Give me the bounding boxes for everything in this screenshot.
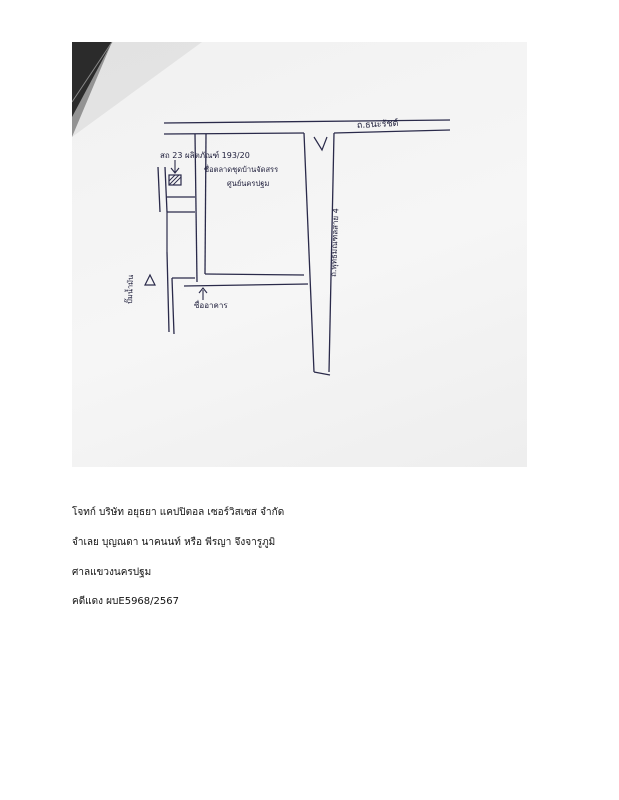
main-road-label: ถ.พุทธมณฑลสาย 4 xyxy=(329,208,341,278)
court-caption: ศาลแขวงนครปฐม xyxy=(72,567,152,578)
triangle-landmark-icon xyxy=(145,275,155,285)
road-junction-mark xyxy=(314,137,327,150)
top-road-label: ถ.ธนะรัชต์ xyxy=(356,118,399,131)
case-number-caption: คดีแดง ผบE5968/2567 xyxy=(72,596,179,607)
hand-drawn-map xyxy=(72,42,527,467)
lower-road-upper-line xyxy=(205,274,304,275)
plaintiff-caption: โจทก์ บริษัท อยุธยา แคปปิตอล เซอร์วิสเซส จำกัด xyxy=(72,507,285,518)
left-landmark-label: ปั๊มน้ำมัน xyxy=(125,274,136,305)
top-road-lower-line xyxy=(164,133,304,134)
main-road-left-line xyxy=(304,133,314,372)
plot-note-line1: สถ 23 ผลิตภัณฑ์ 193/20 xyxy=(160,151,250,160)
top-road-upper-line xyxy=(164,120,450,123)
building-label: ซื่ออาคาร xyxy=(194,301,228,310)
plot-note-line2: ซื่อตลาดชุดบ้านจัดสรร xyxy=(204,165,279,174)
plot-note-line3: ศูนย์นครปฐม xyxy=(227,179,270,188)
defendant-caption: จำเลย บุญณดา นาคนนท์ หรือ พีรญา จึงจารูภูมิ xyxy=(72,537,276,548)
scanned-map-image xyxy=(72,42,527,467)
lower-road-lower-line xyxy=(184,284,308,286)
